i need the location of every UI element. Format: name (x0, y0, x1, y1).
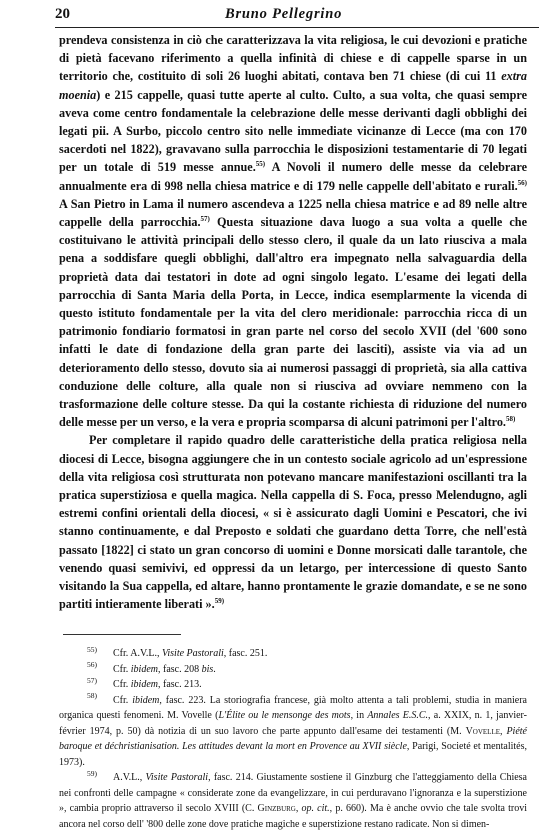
author-small-caps: Ginzburg (257, 803, 296, 814)
footnotes (59, 646, 527, 832)
footnote-ref[interactable]: 58) (505, 415, 516, 424)
page-number: 20 (55, 6, 70, 22)
footnote-text: Cfr. A.V.L., (113, 648, 162, 659)
paragraph-2 (59, 431, 527, 613)
footnote-italic: ibidem (130, 663, 158, 675)
footnote-italic: op. cit. (301, 803, 330, 814)
footnote-italic: Annales E.S.C. (367, 710, 429, 721)
footnote-text: , a. XXIX, n. 1, janvier-février 1974, p. 50) dà notizia di un suo lavoro che parte appunto dall'esame dei testamenti (M. (59, 710, 528, 737)
text-run: A San Pietro in Lama il numero ascendeva a 1225 nella chiesa matrice e ad 89 nelle altre cappelle della parrocchia. (59, 196, 527, 230)
footnote-text: , in (350, 710, 368, 721)
text-run: Per completare il rapido quadro delle caratteristiche della pratica religiosa nella diocesi di Lecce, bisogna aggiungere che in un contesto sociale agricolo ad un'espressione della vita religiosa così strutturata non potevano mancare manifestazioni oscillanti tra la pratica superstiziosa e quella magica. Nella cappella di S. Foca, presso Melendugno, agli estremi confini orientali della diocesi, « si è assicurato dagli Uomini e Pescatori, che ivi stanno continuamente, e dal Preposto e soldati che guardano detta Torre, che nell'està passato [1822] ci stato un gran concorso di uomini e Donne morsicati dalle tarantole, che venendo quasi semivivi, ed oppressi da un letargo, per intercessione di questo Santo visitando la Sua cappella, ed altare, hanno prontamente le grazie domandate, e se ne sono partiti intieramente liberati ». (59, 433, 527, 612)
italic-term: extra moenia (59, 69, 527, 102)
footnote-55: 55) Cfr. A.V.L., Visite Pastorali, fasc. 251. (87, 644, 268, 659)
footnote-57: 57) Cfr. ibidem, fasc. 213. (87, 675, 202, 690)
paragraph-1 (59, 31, 527, 431)
body-text (59, 31, 527, 614)
text-run: ) e 215 cappelle, quasi tutte aperte al culto. Culto, a sua volta, che quasi sempre aveva come centro fondamentale la celebrazione delle messe derivanti dagli obblighi dei legati pii. A Surbo, piccolo centro sito nelle immediate vicinanze di Lecce (ma con 170 sacerdoti nel 1822), gravavano sulla parrocchia le disposizioni testamentarie di 70 legati per un totale di 519 messe annue. (59, 87, 527, 175)
footnote-59: 59) A.V.L., Visite Pastorali, fasc. 214. Giustamente sostiene il Ginzburg che l'atteggiamento della Chiesa nei confronti delle campagne « considerate zone da evangelizzare, in cui perduravano l'ignoranza e la superstizione », cambia proprio attraverso il secolo XVIII (C. Ginzburg, op. cit., p. 660). Ma è anche ovvio che tale svolta trovi ancora nel corso dell' '800 delle zone dove pratiche magiche e superstizione restano radicate. Non si dimen- (59, 768, 527, 830)
footnote-italic: L'Élite ou le mensonge des mots (218, 710, 351, 721)
footnote-text: , fasc. 223. La storiografia francese, già molto attenta a tali problemi, studia in maniera organica questi fenomeni. M. Vovelle ( (59, 694, 527, 721)
footnote-italic: Visite Pastorali (145, 772, 209, 783)
footnote-text: , fasc. 213. (158, 679, 202, 690)
footnote-58: 58) Cfr. ibidem, fasc. 223. La storiografia francese, già molto attenta a tali problemi, studia in maniera organica questi fenomeni. M. Vovelle (L'Élite ou le mensonge des mots, in Annales E.S.C., a. XXIX, n. 1, janvier-février 1974, p. 50) dà notizia di un suo lavoro che parte appunto dall'esame dei testamenti (M. Vovelle, Piété baroque et déchristianisation. Les attitudes devant la mort en Provence au XVII siècle, Parigi, Societé et mentalités, 1973). (59, 691, 528, 768)
running-head (55, 6, 539, 28)
footnote-italic: Piété baroque et déchristianisation. Les attitudes devant la mort en Provence au XVII siècle (59, 725, 527, 752)
footnote-text: , fasc. 208 (158, 663, 202, 675)
running-title: Bruno Pellegrino (225, 6, 343, 22)
footnote-italic: Visite Pastorali (162, 648, 224, 659)
text-run: A Novoli il numero delle messe da celebrare annualmente era di 998 nella chiesa matrice e di 179 nelle cappelle dell'abitato e rurali. (59, 160, 527, 193)
footnote-italic: ibidem (132, 694, 160, 706)
footnote-text: , fasc. 251. (223, 648, 268, 659)
footnote-text: , Parigi, Societé et mentalités, 1973). (59, 741, 527, 768)
footnote-text: Cfr. (113, 663, 131, 675)
footnote-56: 56) Cfr. ibidem, fasc. 208 bis. (87, 660, 216, 675)
footnote-text: , (295, 803, 302, 814)
footnote-ref[interactable]: 55) (255, 160, 266, 169)
footnote-ref[interactable]: 59) (214, 597, 225, 606)
footnote-text: Cfr. (113, 679, 131, 690)
footnote-text: , p. 660). Ma è anche ovvio che tale svolta trovi ancora nel corso dell' '800 delle zone dove pratiche magiche e superstizione restano radicate. Non si dimen- (59, 803, 527, 830)
footnote-rule (63, 634, 181, 635)
header-rule (55, 27, 539, 28)
text-run: Questa situazione dava luogo a sua volta a quelle che costituivano le attività principali dello stesso clero, il quale da un lato riusciva a mala pena a soddisfare quegli obblighi, dall'altro era impegnato nella salvaguardia della proprietà data dai testatori in dote ad ogni singolo legato. L'esame dei legati della parrocchia di Santa Maria della Porta, in Lecce, indica esemplarmente la vicenda di questo istituto fondamentale per la vita del clero meridionale: parrocchia ricca di un patrimonio fondiario formatosi in gran parte nel corso del secolo XVII (del '600 sono infatti le date di fondazione della gran parte dei lasciti), assiste via via ad un deterioramento dello stesso, dovuto sia ai numerosi passaggi di proprietà, sia alla cattiva conduzione delle colture, alla quale non si riusciva ad ovviare nemmeno con la trasformazione delle colture stesse. Da qui la costante richiesta di riduzione del numero delle messe per un verso, e la vera e propria scomparsa di alcuni patrimoni per l'altro. (59, 215, 527, 430)
footnote-text: , fasc. 214. Giustamente sostiene il Ginzburg che l'atteggiamento della Chiesa nei confronti delle campagne « considerate zone da evangelizzare, in cui perduravano l'ignoranza e la superstizione », cambia proprio attraverso il secolo XVIII (C. (59, 772, 527, 814)
footnote-text: , (500, 725, 507, 737)
footnote-italic: bis (201, 663, 214, 675)
footnote-italic: ibidem (130, 679, 158, 690)
footnote-ref[interactable]: 56) (517, 178, 527, 187)
footnote-text: Cfr. (113, 694, 133, 706)
footnote-text: A.V.L., (113, 772, 146, 783)
footnote-text: . (213, 663, 216, 675)
author-small-caps: Vovelle (465, 725, 501, 737)
text-run: prendeva consistenza in ciò che caratterizzava la vita religiosa, le cui devozioni e pratiche di pietà facevano riferimento a quella infinità di chiese e di cappelle sparse in un territorio che, costituito di soli 26 luoghi abitati, contava ben 71 chiese (di cui 11 (59, 33, 527, 84)
footnote-ref[interactable]: 57) (200, 214, 210, 223)
